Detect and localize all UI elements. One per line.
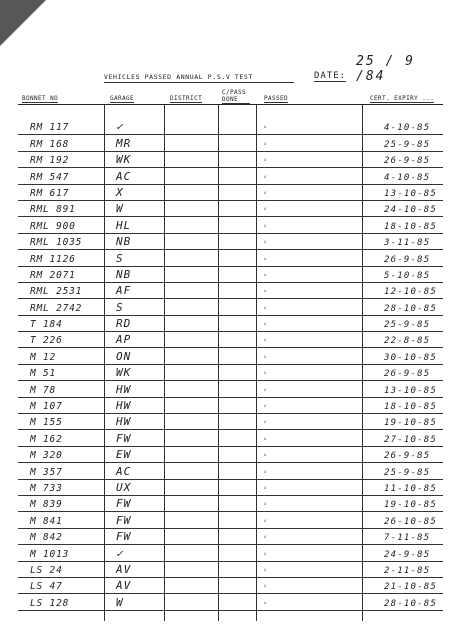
garage-cell: HW bbox=[116, 415, 132, 429]
table-row bbox=[18, 381, 443, 397]
garage-cell: S bbox=[116, 300, 124, 314]
garage-cell: HL bbox=[116, 218, 132, 232]
passed-cell: u bbox=[264, 419, 267, 425]
bonnet-number-cell: LS 128 bbox=[30, 597, 70, 609]
passed-cell: u bbox=[264, 189, 267, 195]
cert-expiry-cell: 18-10-85 bbox=[384, 402, 437, 413]
table-row bbox=[18, 365, 443, 381]
cert-expiry-cell: 25-9-85 bbox=[384, 467, 431, 478]
cert-expiry-cell: 2-11-85 bbox=[384, 565, 431, 576]
cert-expiry-cell: 5-10-85 bbox=[384, 270, 431, 281]
cert-expiry-cell: 21-10-85 bbox=[384, 582, 437, 593]
passed-cell: u bbox=[264, 599, 267, 605]
table-row bbox=[18, 135, 443, 151]
table-row bbox=[18, 545, 443, 561]
vehicle-table bbox=[18, 89, 443, 621]
table-row bbox=[18, 217, 443, 233]
cert-expiry-cell: 27-10-85 bbox=[384, 434, 437, 445]
bonnet-number-cell: M 12 bbox=[30, 351, 57, 363]
garage-cell: ✓ bbox=[116, 546, 124, 560]
passed-cell: u bbox=[264, 337, 267, 343]
passed-cell: u bbox=[264, 304, 267, 310]
cert-expiry-cell: 25-9-85 bbox=[384, 139, 431, 150]
passed-cell: u bbox=[264, 157, 267, 163]
cert-expiry-cell: 26-9-85 bbox=[384, 369, 431, 380]
garage-cell: W bbox=[116, 202, 124, 216]
table-row bbox=[18, 578, 443, 594]
date-label: DATE: bbox=[314, 71, 347, 81]
passed-cell: u bbox=[264, 239, 267, 245]
garage-cell: WK bbox=[116, 153, 132, 167]
passed-cell: u bbox=[264, 271, 267, 277]
garage-cell: WK bbox=[116, 366, 132, 380]
table-row bbox=[18, 430, 443, 446]
garage-cell: W bbox=[116, 595, 124, 609]
passed-cell: u bbox=[264, 452, 267, 458]
table-row bbox=[18, 398, 443, 414]
table-row bbox=[18, 447, 443, 463]
cert-expiry-cell: 28-10-85 bbox=[384, 598, 437, 609]
passed-cell: u bbox=[264, 386, 267, 392]
cert-expiry-cell: 13-10-85 bbox=[384, 385, 437, 396]
garage-cell: NB bbox=[116, 267, 132, 281]
col-header-passed: PASSED bbox=[264, 95, 289, 102]
garage-cell: FW bbox=[116, 497, 132, 511]
col-header-cert: CERT. EXPIRY ... bbox=[370, 95, 435, 102]
passed-cell: u bbox=[264, 206, 267, 212]
garage-cell: AV bbox=[116, 579, 132, 593]
bonnet-number-cell: RM 192 bbox=[30, 155, 70, 167]
passed-cell: u bbox=[264, 255, 267, 261]
bonnet-number-cell: M 162 bbox=[30, 433, 63, 445]
passed-cell: u bbox=[264, 288, 267, 294]
bonnet-number-cell: M 841 bbox=[30, 515, 63, 527]
garage-cell: ON bbox=[116, 349, 132, 363]
col-header-garage: GARAGE bbox=[110, 95, 135, 102]
bonnet-number-cell: RM 547 bbox=[30, 171, 70, 183]
bonnet-number-cell: M 107 bbox=[30, 401, 63, 413]
garage-cell: HW bbox=[116, 382, 132, 396]
table-row bbox=[18, 267, 443, 283]
bonnet-number-cell: RM 617 bbox=[30, 187, 70, 199]
passed-cell: u bbox=[264, 403, 267, 409]
table-row bbox=[18, 234, 443, 250]
passed-cell: u bbox=[264, 321, 267, 327]
table-row bbox=[18, 332, 443, 348]
table-row bbox=[18, 512, 443, 528]
passed-cell: u bbox=[264, 484, 267, 490]
cert-expiry-cell: 4-10-85 bbox=[384, 123, 431, 134]
garage-cell: NB bbox=[116, 235, 132, 249]
passed-cell: u bbox=[264, 222, 267, 228]
cert-expiry-cell: 28-10-85 bbox=[384, 303, 437, 314]
col-header-bonnet: BONNET NO bbox=[22, 95, 59, 102]
garage-cell: HW bbox=[116, 399, 132, 413]
bonnet-number-cell: M 842 bbox=[30, 532, 63, 544]
bonnet-number-cell: T 226 bbox=[30, 335, 63, 347]
bonnet-number-cell: M 155 bbox=[30, 417, 63, 429]
cert-expiry-cell: 26-9-85 bbox=[384, 451, 431, 462]
passed-cell: u bbox=[264, 534, 267, 540]
cert-expiry-cell: 4-10-85 bbox=[384, 172, 431, 183]
garage-cell: FW bbox=[116, 513, 132, 527]
cert-expiry-cell: 24-9-85 bbox=[384, 549, 431, 560]
col-header-cards: C/PASS DONE bbox=[222, 89, 250, 104]
garage-cell: AC bbox=[116, 464, 132, 478]
cert-expiry-cell: 7-11-85 bbox=[384, 533, 431, 544]
garage-cell: X bbox=[116, 185, 124, 199]
cert-expiry-cell: 19-10-85 bbox=[384, 418, 437, 429]
garage-cell: RD bbox=[116, 317, 132, 331]
table-row bbox=[18, 463, 443, 479]
garage-cell: MR bbox=[116, 136, 132, 150]
bonnet-number-cell: M 733 bbox=[30, 482, 63, 494]
table-row bbox=[18, 529, 443, 545]
cert-expiry-cell: 25-9-85 bbox=[384, 320, 431, 331]
document-title bbox=[104, 66, 294, 83]
table-row bbox=[18, 480, 443, 496]
passed-cell: u bbox=[264, 517, 267, 523]
garage-cell: EW bbox=[116, 448, 132, 462]
date-block bbox=[314, 54, 444, 84]
table-row bbox=[18, 299, 443, 315]
passed-cell: u bbox=[264, 124, 267, 130]
bonnet-number-cell: RML 2531 bbox=[30, 286, 83, 298]
bonnet-number-cell: RM 2071 bbox=[30, 269, 76, 281]
cert-expiry-cell: 22-8-85 bbox=[384, 336, 431, 347]
bonnet-number-cell: LS 47 bbox=[30, 581, 63, 593]
bonnet-number-cell: RML 891 bbox=[30, 204, 76, 216]
table-row bbox=[18, 152, 443, 168]
document-title-text: VEHICLES PASSED ANNUAL P.S.V TEST bbox=[104, 73, 253, 81]
bonnet-number-cell: M 78 bbox=[30, 384, 57, 396]
table-row bbox=[18, 185, 443, 201]
table-row bbox=[18, 168, 443, 184]
passed-cell: u bbox=[264, 550, 267, 556]
garage-cell: AF bbox=[116, 284, 132, 298]
garage-cell: FW bbox=[116, 431, 132, 445]
table-row bbox=[18, 594, 443, 610]
cert-expiry-cell: 13-10-85 bbox=[384, 188, 437, 199]
cert-expiry-cell: 24-10-85 bbox=[384, 205, 437, 216]
bonnet-number-cell: M 839 bbox=[30, 499, 63, 511]
table-row bbox=[18, 562, 443, 578]
bonnet-number-cell: M 51 bbox=[30, 368, 57, 380]
table-row bbox=[18, 250, 443, 266]
bonnet-number-cell: RM 117 bbox=[30, 122, 70, 134]
garage-cell: UX bbox=[116, 480, 132, 494]
bonnet-number-cell: RML 1035 bbox=[30, 237, 83, 249]
bonnet-number-cell: RM 168 bbox=[30, 138, 70, 150]
cert-expiry-cell: 18-10-85 bbox=[384, 221, 437, 232]
passed-cell: u bbox=[264, 435, 267, 441]
cert-expiry-cell: 26-9-85 bbox=[384, 156, 431, 167]
bonnet-number-cell: LS 24 bbox=[30, 564, 63, 576]
cert-expiry-cell: 26-10-85 bbox=[384, 516, 437, 527]
table-row bbox=[18, 316, 443, 332]
date-value: 25 / 9 /84 bbox=[356, 54, 415, 84]
passed-cell: u bbox=[264, 501, 267, 507]
cert-expiry-cell: 12-10-85 bbox=[384, 287, 437, 298]
garage-cell: S bbox=[116, 251, 124, 265]
garage-cell: ✓ bbox=[116, 120, 124, 134]
bonnet-number-cell: M 1013 bbox=[30, 548, 70, 560]
col-header-district: DISTRICT bbox=[170, 95, 203, 102]
table-row bbox=[18, 348, 443, 364]
cert-expiry-cell: 19-10-85 bbox=[384, 500, 437, 511]
garage-cell: FW bbox=[116, 530, 132, 544]
table-row bbox=[18, 496, 443, 512]
cert-expiry-cell: 26-9-85 bbox=[384, 254, 431, 265]
table-body bbox=[18, 119, 443, 611]
bonnet-number-cell: RML 900 bbox=[30, 220, 76, 232]
garage-cell: AC bbox=[116, 169, 132, 183]
passed-cell: u bbox=[264, 173, 267, 179]
cert-expiry-cell: 11-10-85 bbox=[384, 483, 437, 494]
cert-expiry-cell: 30-10-85 bbox=[384, 352, 437, 363]
bonnet-number-cell: M 320 bbox=[30, 450, 63, 462]
passed-cell: u bbox=[264, 370, 267, 376]
table-row bbox=[18, 119, 443, 135]
table-row bbox=[18, 414, 443, 430]
passed-cell: u bbox=[264, 468, 267, 474]
passed-cell: u bbox=[264, 583, 267, 589]
bonnet-number-cell: RML 2742 bbox=[30, 302, 83, 314]
passed-cell: u bbox=[264, 353, 267, 359]
garage-cell: AP bbox=[116, 333, 132, 347]
garage-cell: AV bbox=[116, 562, 132, 576]
bonnet-number-cell: M 357 bbox=[30, 466, 63, 478]
table-row bbox=[18, 201, 443, 217]
table-row bbox=[18, 283, 443, 299]
bonnet-number-cell: RM 1126 bbox=[30, 253, 76, 265]
bonnet-number-cell: T 184 bbox=[30, 319, 63, 331]
passed-cell: u bbox=[264, 140, 267, 146]
cert-expiry-cell: 3-11-85 bbox=[384, 238, 431, 249]
passed-cell: u bbox=[264, 566, 267, 572]
